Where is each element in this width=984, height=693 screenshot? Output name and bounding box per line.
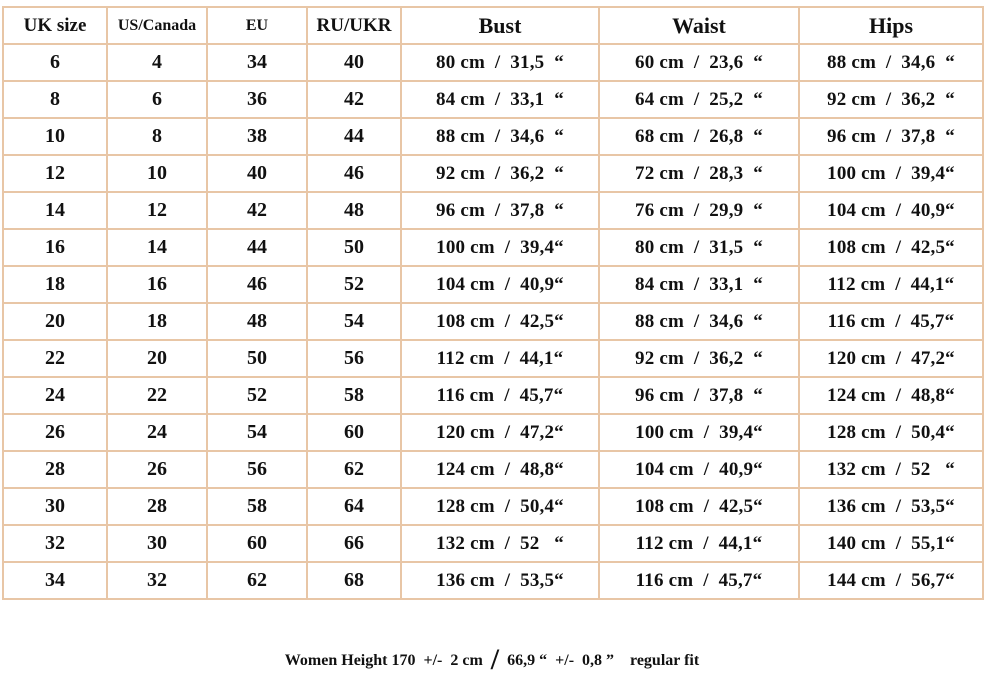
cell-uk-size: 20 [3,303,107,340]
header-uk-size: UK size [3,7,107,44]
cell-bust: 136 cm / 53,5“ [401,562,599,599]
table-row [3,303,983,340]
cell-ru-ukr: 60 [307,414,401,451]
cell-bust: 120 cm / 47,2“ [401,414,599,451]
cell-ru-ukr: 48 [307,192,401,229]
table-row [3,266,983,303]
cell-uk-size: 34 [3,562,107,599]
cell-waist: 108 cm / 42,5“ [599,488,799,525]
cell-uk-size: 12 [3,155,107,192]
height-note [0,643,984,677]
cell-uk-size: 22 [3,340,107,377]
cell-bust: 132 cm / 52 “ [401,525,599,562]
cell-waist: 80 cm / 31,5 “ [599,229,799,266]
table-row [3,155,983,192]
cell-bust: 124 cm / 48,8“ [401,451,599,488]
cell-hips: 124 cm / 48,8“ [799,377,983,414]
cell-hips: 140 cm / 55,1“ [799,525,983,562]
cell-us-canada: 10 [107,155,207,192]
cell-hips: 112 cm / 44,1“ [799,266,983,303]
cell-bust: 84 cm / 33,1 “ [401,81,599,118]
cell-waist: 116 cm / 45,7“ [599,562,799,599]
table-header-row [3,7,983,44]
cell-eu: 56 [207,451,307,488]
cell-eu: 42 [207,192,307,229]
cell-us-canada: 32 [107,562,207,599]
cell-eu: 46 [207,266,307,303]
cell-hips: 96 cm / 37,8 “ [799,118,983,155]
cell-hips: 108 cm / 42,5“ [799,229,983,266]
cell-us-canada: 24 [107,414,207,451]
table-row [3,562,983,599]
cell-uk-size: 10 [3,118,107,155]
cell-eu: 60 [207,525,307,562]
cell-bust: 104 cm / 40,9“ [401,266,599,303]
cell-uk-size: 28 [3,451,107,488]
cell-eu: 36 [207,81,307,118]
cell-hips: 132 cm / 52 “ [799,451,983,488]
cell-eu: 48 [207,303,307,340]
cell-eu: 62 [207,562,307,599]
cell-ru-ukr: 50 [307,229,401,266]
cell-eu: 50 [207,340,307,377]
cell-waist: 92 cm / 36,2 “ [599,340,799,377]
cell-uk-size: 26 [3,414,107,451]
table-row [3,488,983,525]
size-chart-table [2,6,984,600]
table-row [3,81,983,118]
cell-waist: 96 cm / 37,8 “ [599,377,799,414]
cell-eu: 58 [207,488,307,525]
cell-ru-ukr: 46 [307,155,401,192]
table-row [3,44,983,81]
cell-uk-size: 6 [3,44,107,81]
cell-us-canada: 14 [107,229,207,266]
cell-hips: 116 cm / 45,7“ [799,303,983,340]
cell-uk-size: 8 [3,81,107,118]
cell-waist: 64 cm / 25,2 “ [599,81,799,118]
table-row [3,451,983,488]
header-eu: EU [207,7,307,44]
cell-hips: 100 cm / 39,4“ [799,155,983,192]
cell-ru-ukr: 40 [307,44,401,81]
cell-waist: 84 cm / 33,1 “ [599,266,799,303]
cell-us-canada: 16 [107,266,207,303]
cell-waist: 72 cm / 28,3 “ [599,155,799,192]
cell-ru-ukr: 42 [307,81,401,118]
cell-eu: 38 [207,118,307,155]
cell-hips: 120 cm / 47,2“ [799,340,983,377]
cell-hips: 136 cm / 53,5“ [799,488,983,525]
cell-eu: 40 [207,155,307,192]
cell-bust: 100 cm / 39,4“ [401,229,599,266]
cell-waist: 68 cm / 26,8 “ [599,118,799,155]
cell-ru-ukr: 58 [307,377,401,414]
cell-uk-size: 32 [3,525,107,562]
header-us-canada: US/Canada [107,7,207,44]
cell-us-canada: 18 [107,303,207,340]
table-row [3,414,983,451]
cell-uk-size: 14 [3,192,107,229]
cell-waist: 104 cm / 40,9“ [599,451,799,488]
cell-uk-size: 30 [3,488,107,525]
cell-uk-size: 18 [3,266,107,303]
table-row [3,525,983,562]
cell-ru-ukr: 54 [307,303,401,340]
header-hips: Hips [799,7,983,44]
header-waist: Waist [599,7,799,44]
cell-hips: 144 cm / 56,7“ [799,562,983,599]
cell-eu: 44 [207,229,307,266]
cell-uk-size: 24 [3,377,107,414]
cell-us-canada: 12 [107,192,207,229]
cell-us-canada: 4 [107,44,207,81]
cell-ru-ukr: 64 [307,488,401,525]
table-row [3,377,983,414]
table-body [3,44,983,599]
cell-bust: 96 cm / 37,8 “ [401,192,599,229]
cell-bust: 80 cm / 31,5 “ [401,44,599,81]
cell-eu: 52 [207,377,307,414]
height-note-cm: Women Height 170 +/- 2 cm [284,652,483,669]
cell-eu: 54 [207,414,307,451]
cell-waist: 88 cm / 34,6 “ [599,303,799,340]
cell-ru-ukr: 62 [307,451,401,488]
cell-bust: 116 cm / 45,7“ [401,377,599,414]
cell-us-canada: 6 [107,81,207,118]
cell-eu: 34 [207,44,307,81]
cell-ru-ukr: 68 [307,562,401,599]
table-row [3,118,983,155]
cell-bust: 88 cm / 34,6 “ [401,118,599,155]
table-row [3,229,983,266]
cell-us-canada: 26 [107,451,207,488]
cell-uk-size: 16 [3,229,107,266]
cell-waist: 60 cm / 23,6 “ [599,44,799,81]
cell-us-canada: 30 [107,525,207,562]
cell-waist: 100 cm / 39,4“ [599,414,799,451]
cell-hips: 92 cm / 36,2 “ [799,81,983,118]
cell-us-canada: 28 [107,488,207,525]
cell-ru-ukr: 52 [307,266,401,303]
cell-us-canada: 20 [107,340,207,377]
cell-us-canada: 8 [107,118,207,155]
cell-hips: 88 cm / 34,6 “ [799,44,983,81]
cell-hips: 128 cm / 50,4“ [799,414,983,451]
header-ru-ukr: RU/UKR [307,7,401,44]
cell-bust: 128 cm / 50,4“ [401,488,599,525]
cell-hips: 104 cm / 40,9“ [799,192,983,229]
cell-bust: 108 cm / 42,5“ [401,303,599,340]
height-note-inches: 66,9 “ +/- 0,8 ” regular fit [507,652,700,669]
height-note-separator: / [490,643,500,676]
cell-waist: 76 cm / 29,9 “ [599,192,799,229]
cell-waist: 112 cm / 44,1“ [599,525,799,562]
table-row [3,340,983,377]
cell-ru-ukr: 56 [307,340,401,377]
cell-ru-ukr: 66 [307,525,401,562]
cell-bust: 92 cm / 36,2 “ [401,155,599,192]
cell-bust: 112 cm / 44,1“ [401,340,599,377]
cell-ru-ukr: 44 [307,118,401,155]
cell-us-canada: 22 [107,377,207,414]
table-row [3,192,983,229]
header-bust: Bust [401,7,599,44]
